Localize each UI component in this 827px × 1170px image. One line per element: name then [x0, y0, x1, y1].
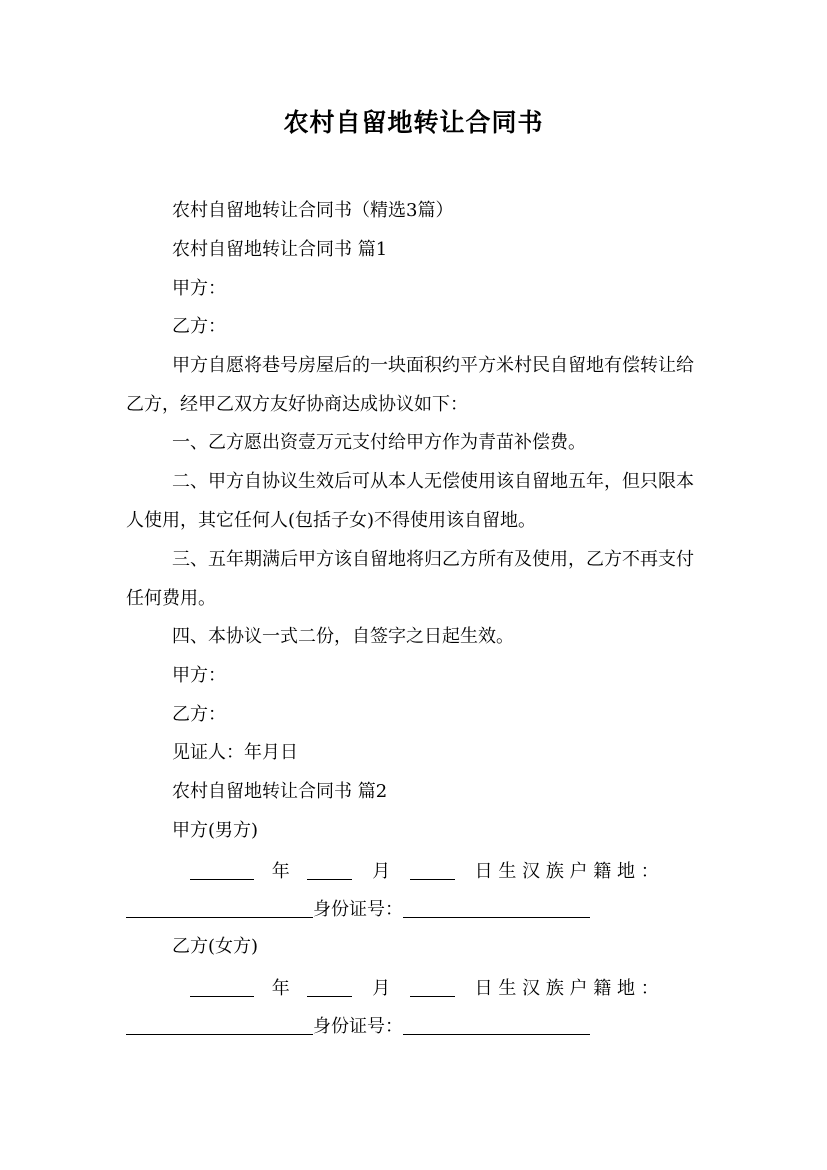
party-b-label: 乙方： — [172, 316, 226, 337]
blank-id-number — [403, 1016, 590, 1035]
blank-birth-place — [126, 899, 313, 918]
clause-1: 一、乙方愿出资壹万元支付给甲方作为青苗补偿费。 — [172, 432, 586, 453]
subtitle: 农村自留地转让合同书（精选3篇） — [172, 200, 454, 221]
wife-birth-line — [190, 977, 659, 1001]
birth-place-label: 日 生 汉 族 户 籍 地 ： — [474, 978, 659, 999]
id-label: 身份证号： — [313, 899, 403, 920]
wife-id-line — [126, 1015, 590, 1039]
blank-year — [190, 978, 254, 997]
month-label: 月 — [372, 978, 391, 999]
clause-4: 四、本协议一式二份，自签字之日起生效。 — [172, 626, 514, 647]
sign-party-b: 乙方： — [172, 704, 226, 725]
document-title: 农村自留地转让合同书 — [283, 108, 544, 137]
year-label: 年 — [271, 978, 290, 999]
party-a-label: 甲方： — [172, 278, 226, 299]
blank-month — [307, 861, 352, 880]
blank-day — [410, 978, 455, 997]
month-label: 月 — [372, 861, 391, 882]
blank-month — [307, 978, 352, 997]
piece2-heading: 农村自留地转让合同书 篇2 — [172, 781, 388, 802]
blank-id-number — [403, 899, 590, 918]
intro-paragraph: 甲方自愿将巷号房屋后的一块面积约平方米村民自留地有偿转让给乙方，经甲乙双方友好协商达成协议如下： — [126, 355, 694, 415]
blank-day — [410, 861, 455, 880]
witness-line: 见证人：年月日 — [172, 742, 298, 763]
birth-place-label: 日 生 汉 族 户 籍 地 ： — [474, 861, 659, 882]
husband-id-line — [126, 898, 590, 922]
id-label: 身份证号： — [313, 1016, 403, 1037]
blank-birth-place — [126, 1016, 313, 1035]
clause-3: 三、五年期满后甲方该自留地将归乙方所有及使用，乙方不再支付任何费用。 — [126, 549, 694, 609]
husband-birth-line — [190, 860, 659, 884]
piece1-heading: 农村自留地转让合同书 篇1 — [172, 239, 388, 260]
clause-2: 二、甲方自协议生效后可从本人无偿使用该自留地五年，但只限本人使用，其它任何人(包括子女)不得使用该自留地。 — [126, 471, 694, 531]
sign-party-a: 甲方： — [172, 665, 226, 686]
year-label: 年 — [271, 861, 290, 882]
blank-year — [190, 861, 254, 880]
wife-label: 乙方(女方) — [172, 936, 259, 957]
husband-label: 甲方(男方) — [172, 820, 259, 841]
